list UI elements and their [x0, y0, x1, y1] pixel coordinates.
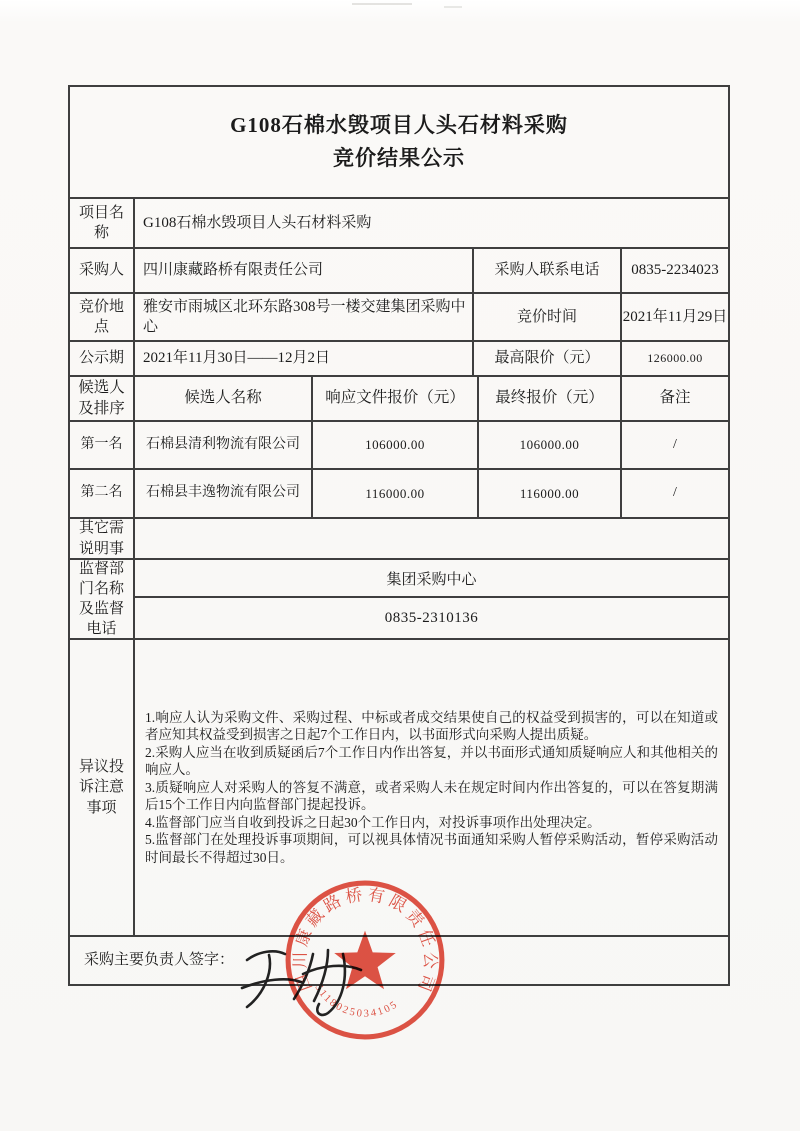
supervision-phone: 0835-2310136	[384, 609, 479, 626]
notice-label: 异议投诉注意事项	[70, 640, 135, 935]
signature-row	[70, 937, 728, 984]
notice-item: 3.质疑响应人对采购人的答复不满意，或者采购人未在规定时间内作出答复的，可以在答复期满后15个工作日内向监督部门提起投诉。	[145, 779, 718, 813]
col-doc-price-header: 响应文件报价（元）	[313, 377, 479, 420]
project-name-value: G108石棉水毁项目人头石材料采购	[143, 214, 372, 231]
notice-item: 5.监督部门在处理投诉事项期间，可以视具体情况书面通知采购人暂停采购活动，暂停采购活动时间最长不得超过30日。	[145, 832, 718, 865]
signature-label: 采购主要负责人签字：	[84, 952, 235, 969]
other-notes-row	[70, 519, 728, 560]
col-rank-header: 候选人及排序	[70, 377, 135, 420]
notice-item: 2.采购人应当在收到质疑函后7个工作日内作出答复，并以书面形式通知质疑响应人和其他相关的响应人。	[145, 744, 718, 778]
col-final-price-header: 最终报价（元）	[479, 377, 622, 420]
document-title	[70, 87, 728, 197]
notice-item: 4.监督部门应当自收到投诉之日起30个工作日内，对投诉事项作出处理决定。	[145, 814, 601, 830]
candidate-final-price: 116000.00	[479, 470, 622, 517]
purchaser-phone-value: 0835-2234023	[631, 262, 719, 279]
seal-company-text: 四川康藏路桥有限责任公司	[290, 884, 440, 994]
supervision-row	[70, 560, 728, 640]
supervision-label: 监督部门名称及监督电话	[70, 560, 135, 638]
seal-number-text: 5118025034105	[312, 982, 401, 1020]
purchaser-row	[70, 249, 728, 294]
table-row	[70, 470, 728, 519]
bidding-place-label: 竞价地点	[70, 294, 135, 340]
title-row	[70, 87, 728, 199]
candidate-remark: /	[673, 436, 677, 452]
candidate-doc-price: 106000.00	[313, 422, 479, 468]
max-price-label: 最高限价（元）	[474, 342, 622, 375]
candidate-rank: 第一名	[70, 422, 135, 468]
purchaser-phone-label: 采购人联系电话	[474, 249, 622, 292]
col-remark-header: 备注	[659, 389, 691, 407]
col-name-header: 候选人名称	[135, 377, 313, 420]
other-notes-label: 其它需说明事	[70, 519, 135, 558]
bidding-time-value: 2021年11月29日	[622, 308, 728, 325]
publicity-period-label: 公示期	[70, 342, 135, 375]
purchaser-value: 四川康藏路桥有限责任公司	[135, 249, 474, 292]
scan-artifact	[444, 6, 462, 8]
candidate-name: 石棉县清利物流有限公司	[135, 422, 313, 468]
supervision-values	[135, 560, 728, 638]
other-notes-value	[135, 519, 728, 558]
candidate-doc-price: 116000.00	[313, 470, 479, 517]
bidding-place-row	[70, 294, 728, 342]
notice-row	[70, 640, 728, 937]
title-line-1: G108石棉水毁项目人头石材料采购	[230, 113, 568, 138]
purchaser-label: 采购人	[70, 249, 135, 292]
publicity-period-value: 2021年11月30日——12月2日	[135, 342, 474, 375]
table-row	[70, 422, 728, 470]
project-name-label: 项目名称	[70, 199, 135, 247]
notice-text	[135, 640, 728, 935]
candidate-remark: /	[673, 485, 677, 501]
candidate-rank: 第二名	[70, 470, 135, 517]
title-line-2: 竞价结果公示	[333, 146, 465, 170]
candidate-name: 石棉县丰逸物流有限公司	[135, 470, 313, 517]
project-name-row	[70, 199, 728, 249]
scan-artifact	[352, 3, 412, 5]
bidding-place-value: 雅安市雨城区北环东路308号一楼交建集团采购中心	[135, 294, 474, 340]
publicity-period-row	[70, 342, 728, 377]
bidding-time-label: 竞价时间	[474, 294, 622, 340]
notice-item: 1.响应人认为采购文件、采购过程、中标或者成交结果使自己的权益受到损害的，可以在知道或者应知其权益受到损害之日起7个工作日内，以书面形式向采购人提出质疑。	[145, 709, 718, 743]
supervision-department: 集团采购中心	[135, 560, 728, 598]
candidate-final-price: 106000.00	[479, 422, 622, 468]
candidates-header-row	[70, 377, 728, 422]
announcement-table	[68, 85, 730, 986]
max-price-value: 126000.00	[647, 351, 703, 366]
